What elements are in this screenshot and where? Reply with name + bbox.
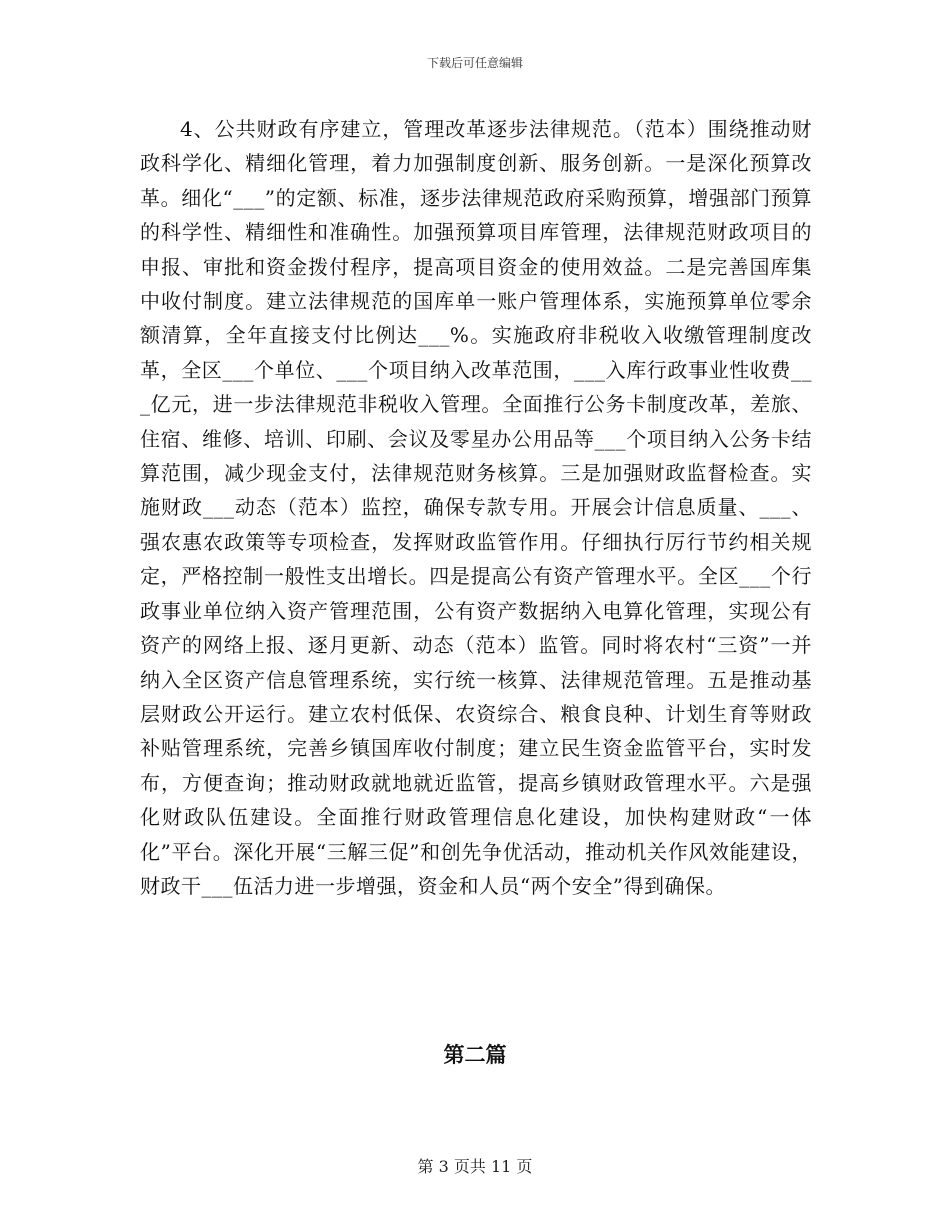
body-paragraph: 4、公共财政有序建立，管理改革逐步法律规范。（范本）围绕推动财政科学化、精细化管理，着力加强制度创新、服务创新。一是深化预算改革。细化“___”的定额、标准，逐步法律规范政府采购预算，增强部门预算的科学性、精细性和准确性。加强预算项目库管理，法律规范财政项目的申报、审批和资金拨付程序，提高项目资金的使用效益。二是完善国库集中收付制度。建立法律规范的国库单一账户管理体系，实施预算单位零余额清算，全年直接支付比例达___%。实施政府非税收入收缴管理制度改革，全区___个单位、___个项目纳入改革范围，___入库行政事业性收费___亿元，进一步法律规范非税收入管理。全面推行公务卡制度改革，差旅、住宿、维修、培训、印刷、会议及零星办公用品等___个项目纳入公务卡结算范围，减少现金支付，法律规范财务核算。三是加强财政监督检查。实施财政___动态（范本）监控，确保专款专用。开展会计信息质量、___、强农惠农政策等专项检查，发挥财政监管作用。仔细执行厉行节约相关规定，严格控制一般性支出增长。四是提高公有资产管理水平。全区___个行政事业单位纳入资产管理范围，公有资产数据纳入电算化管理，实现公有资产的网络上报、逐月更新、动态（范本）监管。同时将农村“三资”一并纳入全区资产信息管理系统，实行统一核算、法律规范管理。五是推动基层财政公开运行。建立农村低保、农资综合、粮食良种、计划生育等财政补贴管理系统，完善乡镇国库收付制度；建立民生资金监管平台，实时发布，方便查询；推动财政就地就近监管，提高乡镇财政管理水平。六是强化财政队伍建设。全面推行财政管理信息化建设，加快构建财政“一体化”平台。深化开展“三解三促”和创先争优活动，推动机关作风效能建设，财政干___伍活力进一步增强，资金和人员“两个安全”得到确保。: [140, 117, 812, 898]
page-number: 第 3 页共 11 页: [417, 1157, 533, 1176]
section-title: 第二篇: [443, 1043, 507, 1067]
page-header-note: 下载后可任意编辑: [426, 56, 523, 70]
